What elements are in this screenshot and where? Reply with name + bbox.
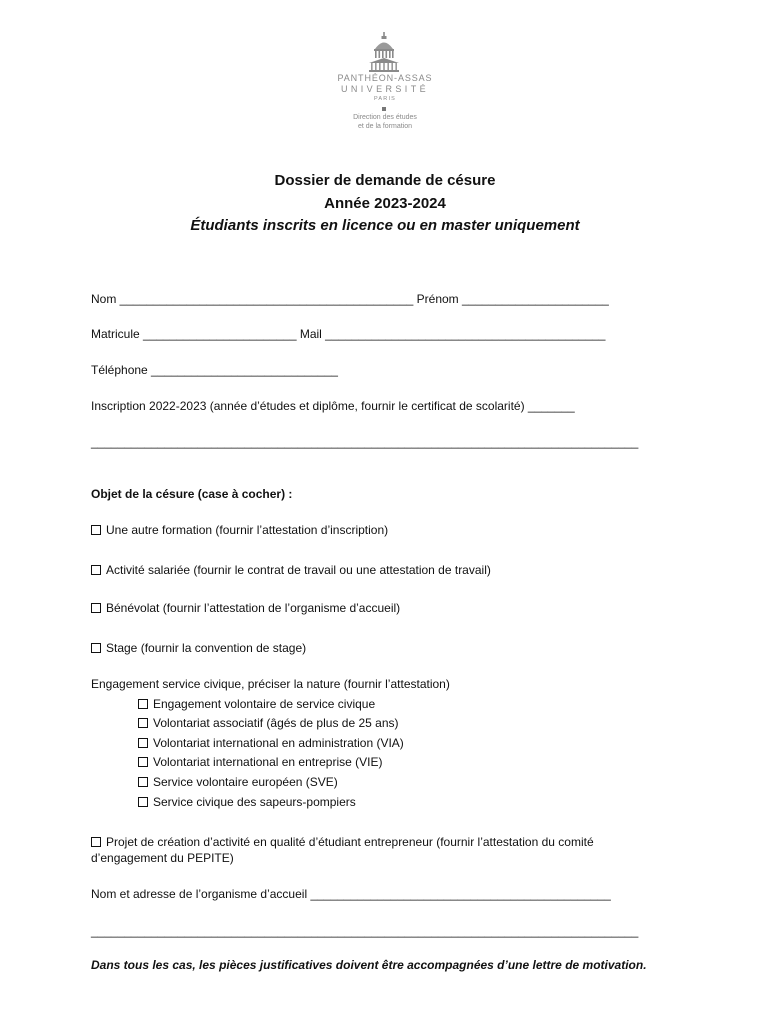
checkbox[interactable] (138, 699, 148, 709)
option-label: Stage (fournir la convention de stage) (106, 641, 307, 655)
checkbox[interactable] (91, 603, 101, 613)
option-label: Service volontaire européen (SVE) (153, 775, 338, 789)
option-label: Engagement volontaire de service civique (153, 697, 376, 711)
logo-text-line1: PANTHÉON-ASSAS (337, 73, 433, 83)
document-year: Année 2023-2024 (324, 195, 446, 212)
inscription-field[interactable]: Inscription 2022-2023 (année d’études et diplôme, fournir le certificat de scolarité) _______ (91, 399, 575, 413)
checkbox[interactable] (91, 565, 101, 575)
service-civique-option[interactable] (138, 755, 382, 769)
logo-direction-line2: et de la formation (357, 123, 413, 130)
checkbox[interactable] (138, 738, 148, 748)
document-subtitle: Étudiants inscrits en licence ou en master uniquement (190, 217, 580, 234)
service-civique-option[interactable] (138, 736, 404, 750)
service-civique-option[interactable] (138, 795, 356, 809)
checkbox[interactable] (138, 797, 148, 807)
option-benevolat[interactable] (91, 601, 400, 615)
checkbox[interactable] (138, 757, 148, 767)
checkbox[interactable] (138, 777, 148, 787)
checkbox[interactable] (138, 718, 148, 728)
option-stage[interactable] (91, 641, 306, 655)
option-label: Bénévolat (fournir l’attestation de l’organisme d’accueil) (106, 601, 401, 615)
service-civique-option[interactable] (138, 716, 398, 730)
option-label: Une autre formation (fournir l’attestation d’inscription) (106, 523, 389, 537)
pantheon-dome-icon (368, 32, 400, 72)
option-autre-formation[interactable] (91, 523, 388, 537)
option-activite-salariee[interactable] (91, 563, 491, 577)
university-logo (330, 32, 440, 136)
service-civique-option[interactable] (138, 697, 375, 711)
service-civique-option[interactable] (138, 775, 338, 789)
footer-note: Dans tous les cas, les pièces justificatives doivent être accompagnées d’une lettre de motivation. (91, 958, 647, 972)
nom-prenom-field[interactable]: Nom ____________________________________________ Prénom ______________________ (91, 292, 609, 306)
logo-direction (330, 113, 440, 131)
document-title: Dossier de demande de césure (274, 172, 496, 189)
logo-text-line2: UNIVERSITÉ (340, 84, 429, 94)
checkbox[interactable] (91, 525, 101, 535)
checkbox[interactable] (91, 643, 101, 653)
organisme-continuation-line[interactable]: __________________________________________________________________________________ (91, 924, 639, 938)
telephone-field[interactable]: Téléphone ____________________________ (91, 363, 338, 377)
option-label: Volontariat international en entreprise (VIE) (153, 755, 383, 769)
option-pepite-line2: d’engagement du PEPITE) (91, 851, 234, 865)
option-label: Service civique des sapeurs-pompiers (153, 795, 356, 809)
option-label: Volontariat international en administration (VIA) (153, 736, 404, 750)
option-label: Volontariat associatif (âgés de plus de 25 ans) (153, 716, 399, 730)
checkbox[interactable] (91, 837, 101, 847)
inscription-continuation-line[interactable]: __________________________________________________________________________________ (91, 435, 639, 449)
option-label: Projet de création d’activité en qualité d’étudiant entrepreneur (fournir l’attestation du comité (106, 835, 594, 849)
logo-direction-line1: Direction des études (353, 114, 417, 121)
objet-heading: Objet de la césure (case à cocher) : (91, 487, 293, 501)
option-pepite[interactable] (91, 835, 594, 849)
option-label: Activité salariée (fournir le contrat de travail ou une attestation de travail) (106, 563, 491, 577)
service-civique-label: Engagement service civique, préciser la nature (fournir l’attestation) (91, 677, 450, 691)
logo-text-line3: PARIS (373, 96, 397, 102)
logo-separator (382, 107, 386, 111)
matricule-mail-field[interactable]: Matricule _______________________ Mail __________________________________________ (91, 327, 606, 341)
organisme-field[interactable]: Nom et adresse de l’organisme d’accueil _____________________________________________ (91, 887, 611, 901)
